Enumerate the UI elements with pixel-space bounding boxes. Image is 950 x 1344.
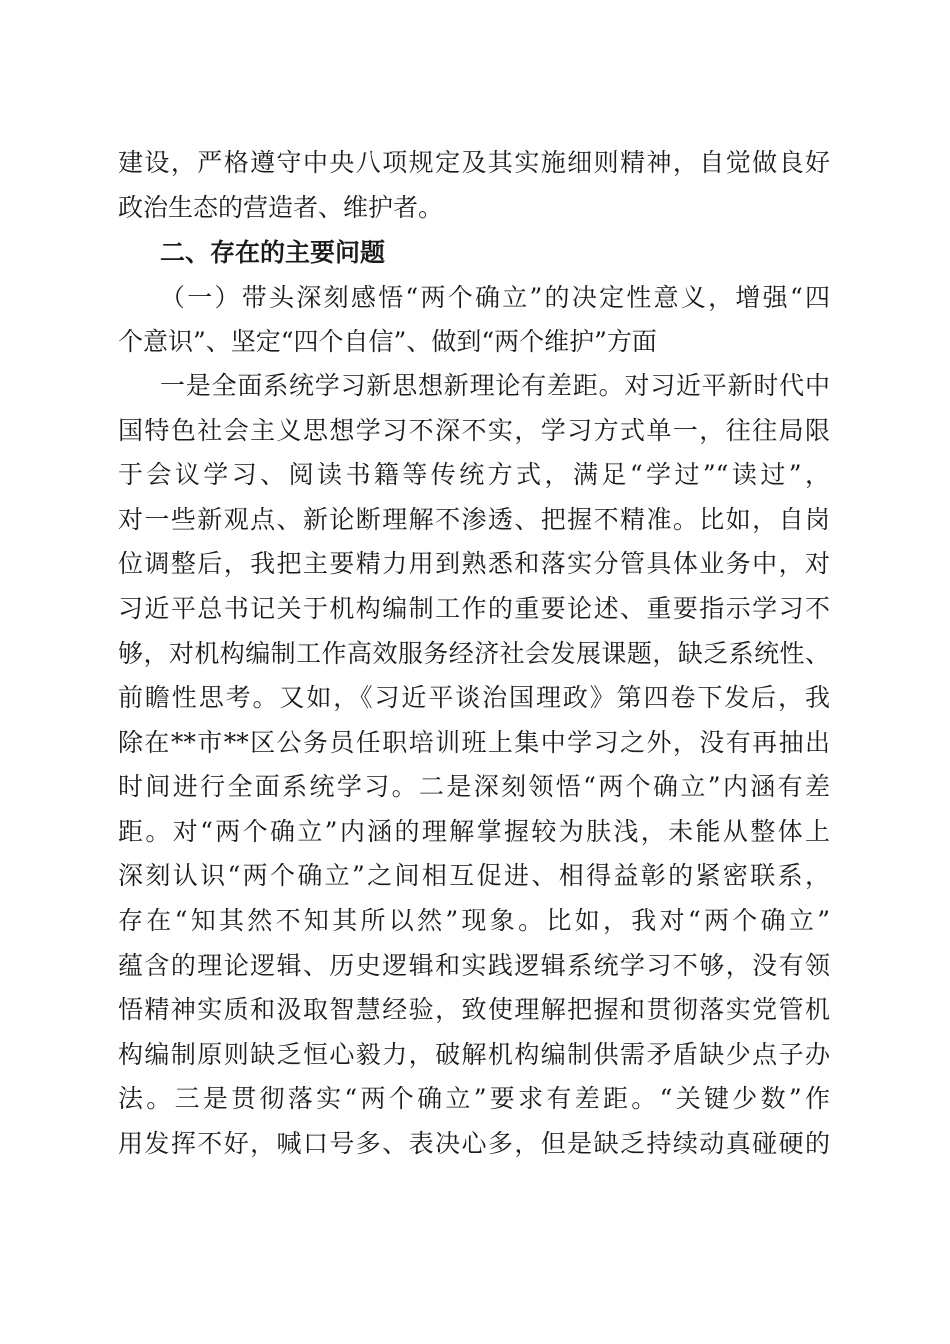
body-text-line: 位调整后，我把主要精力用到熟悉和落实分管具体业务中，对 [118,549,830,578]
body-text-line: 除在**市**区公务员任职培训班上集中学习之外，没有再抽出 [118,728,830,757]
subsection-heading: （一）带头深刻感悟“两个确立”的决定性意义，增强“四 [160,283,830,312]
body-text-line: 建设，严格遵守中央八项规定及其实施细则精神，自觉做良好 [118,148,830,177]
body-text-line: 于会议学习、阅读书籍等传统方式，满足“学过”“读过”， [118,460,830,489]
body-text-line: 法。三是贯彻落实“两个确立”要求有差距。“关键少数”作 [118,1084,830,1113]
body-text-line: 对一些新观点、新论断理解不渗透、把握不精准。比如，自岗 [118,505,830,534]
body-text-line: 构编制原则缺乏恒心毅力，破解机构编制供需矛盾缺少点子办 [118,1040,830,1069]
body-text-line: 深刻认识“两个确立”之间相互促进、相得益彰的紧密联系， [118,861,830,890]
body-text-line: 一是全面系统学习新思想新理论有差距。对习近平新时代中 [160,371,830,400]
body-text-line: 蕴含的理论逻辑、历史逻辑和实践逻辑系统学习不够，没有领 [118,951,830,980]
body-text-line: 距。对“两个确立”内涵的理解掌握较为肤浅，未能从整体上 [118,817,830,846]
body-text-line: 国特色社会主义思想学习不深不实，学习方式单一，往往局限 [118,416,830,445]
body-text-line: 悟精神实质和汲取智慧经验，致使理解把握和贯彻落实党管机 [118,995,830,1024]
body-text-line: 时间进行全面系统学习。二是深刻领悟“两个确立”内涵有差 [118,772,830,801]
body-text-line: 政治生态的营造者、维护者。 [118,193,444,222]
body-text-line: 存在“知其然不知其所以然”现象。比如，我对“两个确立” [118,906,830,935]
subsection-heading-continued: 个意识”、坚定“四个自信”、做到“两个维护”方面 [118,327,657,356]
body-text-line: 够，对机构编制工作高效服务经济社会发展课题，缺乏系统性、 [118,639,830,668]
body-text-line: 前瞻性思考。又如，《习近平谈治国理政》第四卷下发后，我 [118,683,830,712]
section-heading: 二、存在的主要问题 [160,238,386,267]
body-text-line: 习近平总书记关于机构编制工作的重要论述、重要指示学习不 [118,594,830,623]
body-text-line: 用发挥不好，喊口号多、表决心多，但是缺乏持续动真碰硬的 [118,1129,830,1158]
